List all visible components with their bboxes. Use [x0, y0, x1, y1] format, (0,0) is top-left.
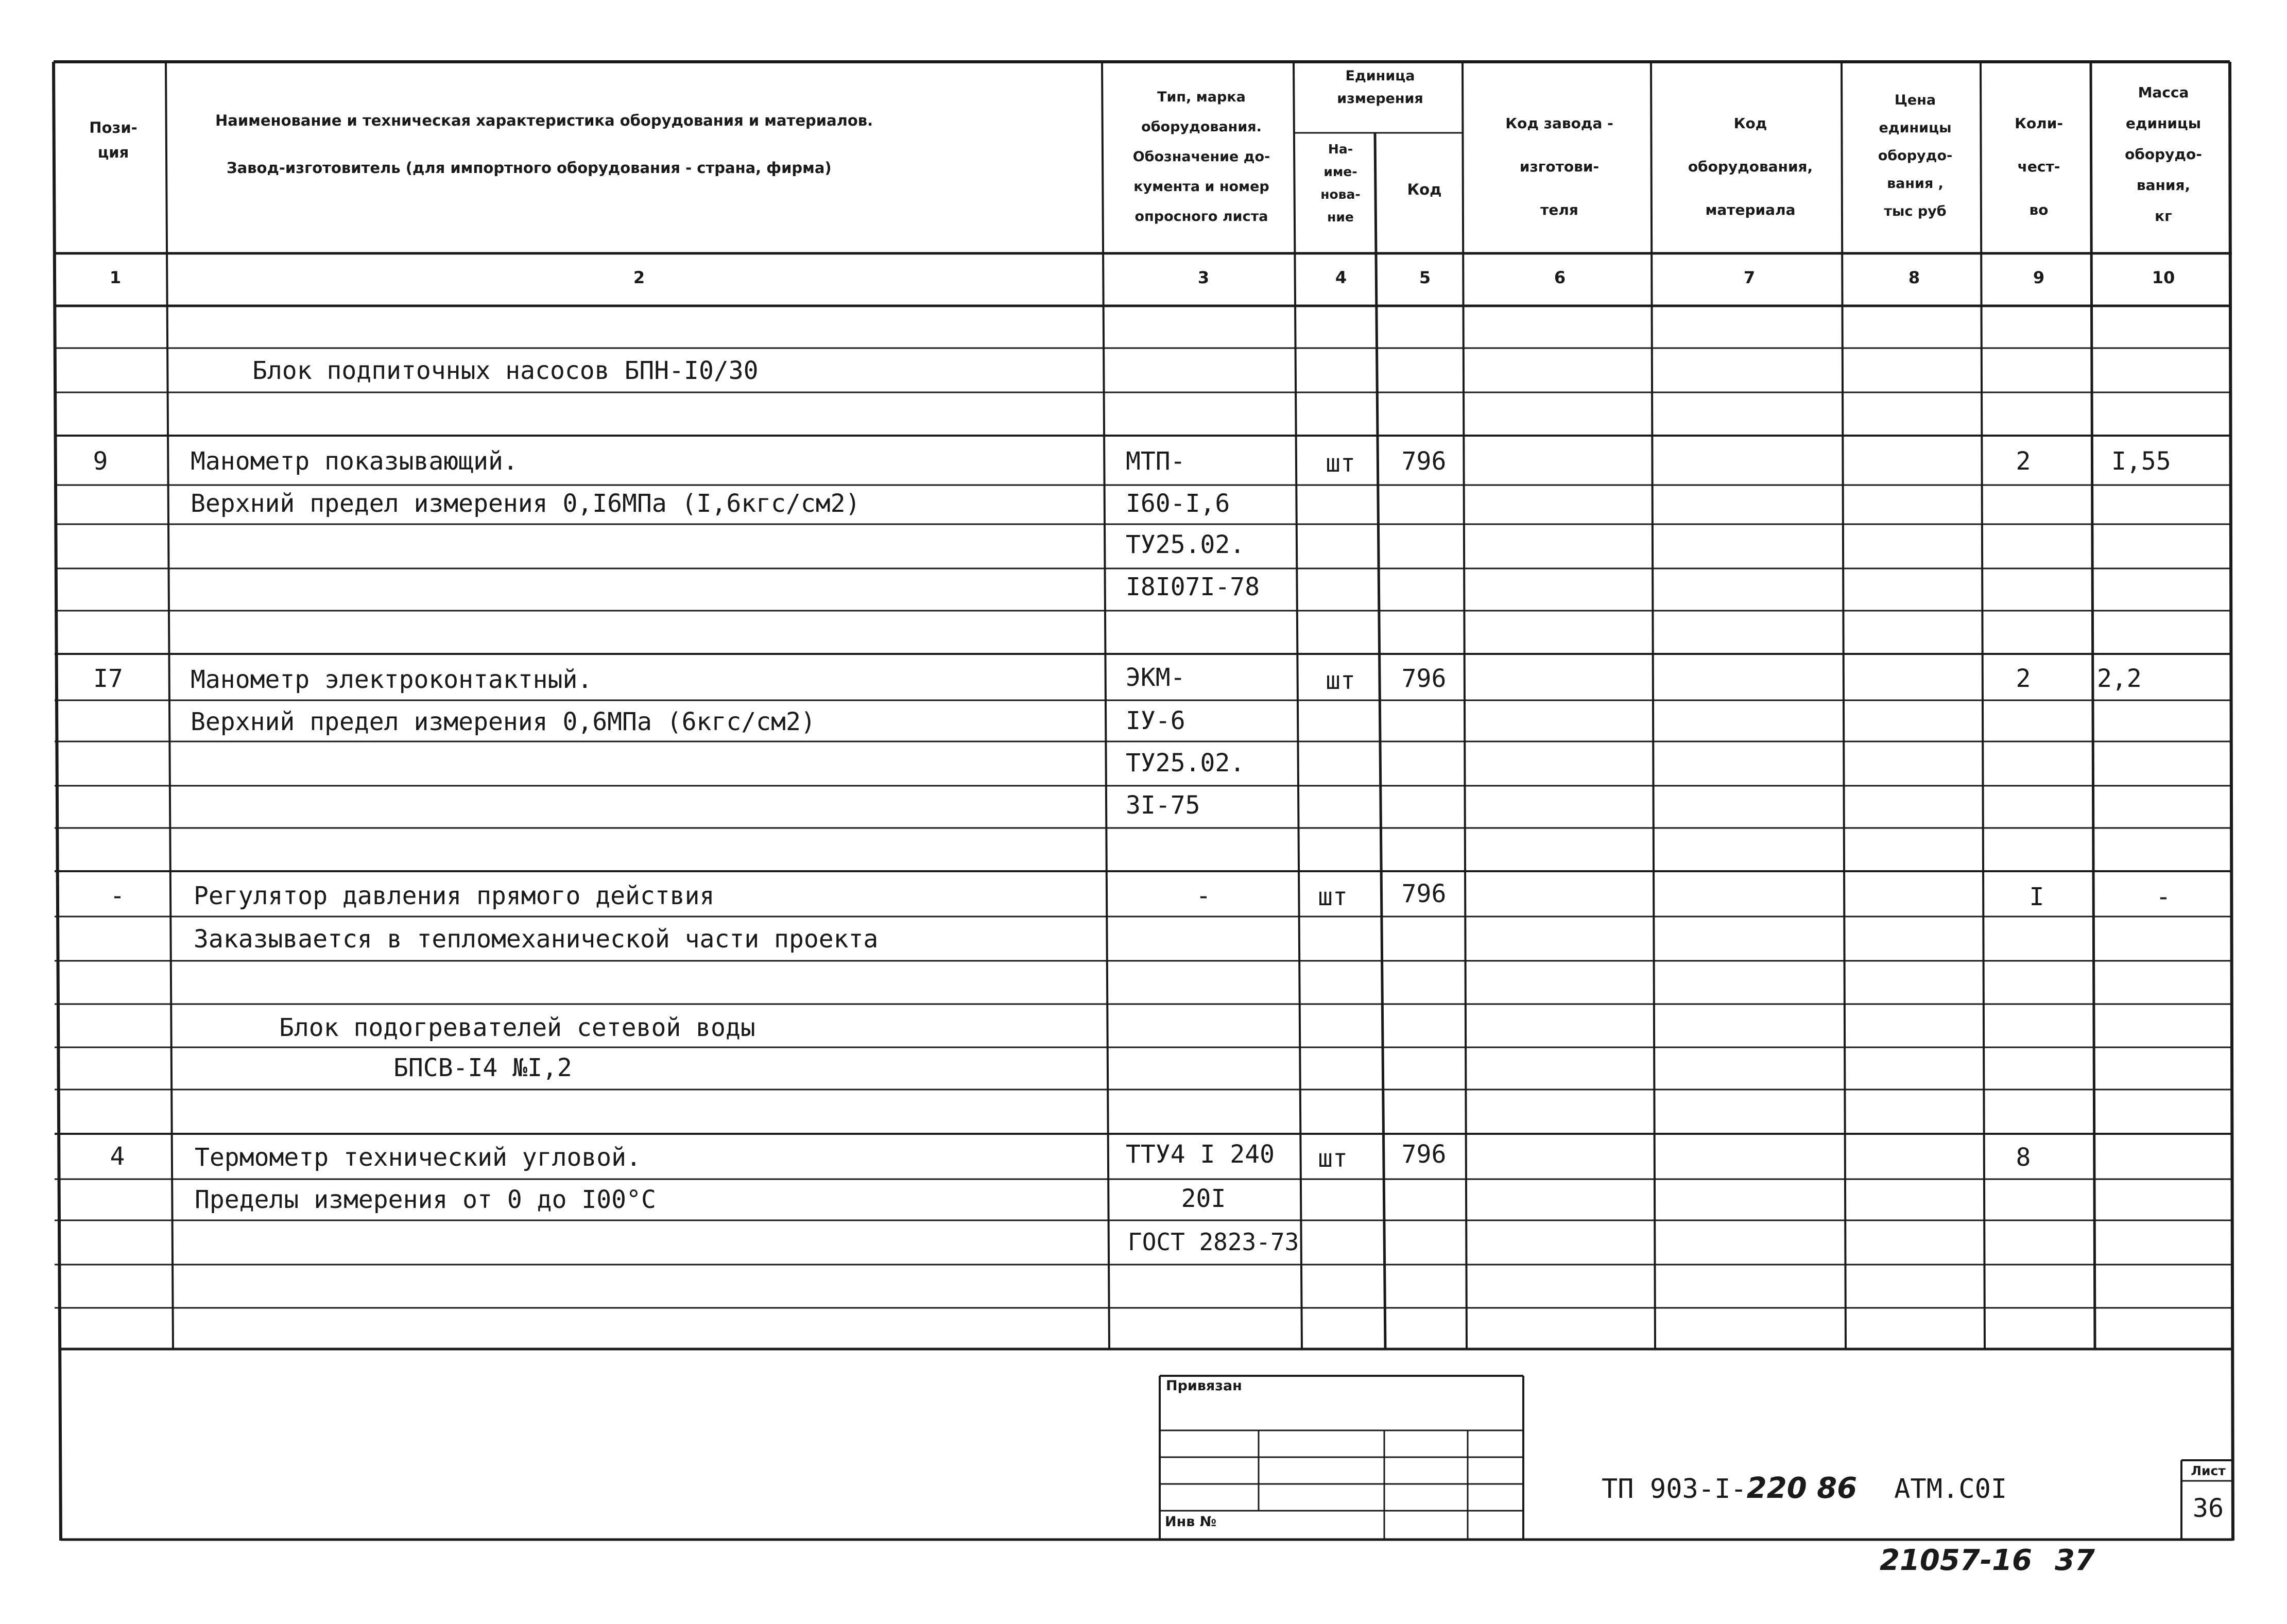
- page-number: 37: [2055, 1544, 2095, 1577]
- table-row-type: ТУ25.02.: [1126, 749, 1245, 778]
- header-type: Тип, марка оборудования. Обозначение до- кумента и номер опросного листа: [1132, 89, 1270, 224]
- table-row-type: ТУ25.02.: [1126, 530, 1245, 559]
- table-row-position: -: [110, 882, 125, 910]
- column-number: 3: [1197, 268, 1210, 287]
- document-code-prefix: ТП 903-I-: [1602, 1474, 1747, 1505]
- table-row-name: Пределы измерения от 0 до I00°С: [195, 1185, 656, 1214]
- table-row-code: 796: [1401, 447, 1447, 476]
- table-row-quantity: I: [2029, 883, 2044, 911]
- table-row-type: 20I: [1181, 1184, 1226, 1213]
- document-code-handwritten: 220 86: [1746, 1472, 1858, 1505]
- header-unit-code: Код: [1407, 181, 1442, 198]
- table-row-mass: 2,2: [2097, 664, 2142, 693]
- header-name-line1: Наименование и техническая характеристика оборудования и материалов.: [215, 112, 873, 129]
- table-row-name: Верхний предел измерения 0,6МПа (6кгс/см2): [191, 707, 816, 736]
- table-row-position: 9: [93, 447, 108, 476]
- sheet-number: 36: [2192, 1493, 2224, 1523]
- document-code-suffix: АТМ.С0I: [1894, 1474, 2007, 1505]
- table-row-code: 796: [1401, 664, 1447, 693]
- column-number: 7: [1743, 268, 1756, 287]
- table-row-name: Манометр показывающий.: [191, 447, 518, 476]
- archive-number: 21057-16: [1880, 1544, 2032, 1577]
- header-unit-name: На- име- нова- ние: [1320, 142, 1361, 224]
- sheet-label: Лист: [2191, 1463, 2226, 1478]
- header-factory-code: Код завода - изготови- теля: [1505, 115, 1613, 218]
- table-row-type: ГОСТ 2823-73: [1128, 1228, 1299, 1256]
- table-row-quantity: 2: [2016, 447, 2031, 476]
- table-row-quantity: 2: [2016, 664, 2031, 693]
- table-row-position: 4: [110, 1142, 125, 1171]
- table-row-code: 796: [1401, 1140, 1447, 1169]
- table-row-unit: шт: [1326, 449, 1355, 478]
- column-number: 6: [1554, 268, 1566, 287]
- column-number: 9: [2033, 268, 2045, 287]
- table-row-type: 3I-75: [1126, 791, 1200, 820]
- table-row-type: I60-I,6: [1126, 489, 1230, 518]
- table-row-mass: -: [2156, 883, 2171, 911]
- table-row-type: -: [1196, 882, 1211, 910]
- table-row-name: Манометр электроконтактный.: [191, 665, 593, 694]
- table-row-type: ЭКМ-: [1126, 663, 1185, 692]
- column-number: 5: [1419, 268, 1431, 287]
- table-row-name: Блок подпиточных насосов БПН-I0/30: [252, 356, 759, 385]
- table-row-name: Верхний предел измерения 0,I6МПа (I,6кгс/см2): [191, 489, 861, 518]
- table-row-name: Заказывается в тепломеханической части проекта: [194, 925, 879, 954]
- column-number: 4: [1335, 268, 1347, 287]
- table-row-name: БПСВ-I4 №I,2: [393, 1053, 572, 1082]
- column-number: 10: [2152, 268, 2175, 287]
- header-unit-group: Единица измерения: [1337, 68, 1423, 107]
- title-block-privyazan: Привязан: [1166, 1378, 1242, 1394]
- table-row-type: I8I07I-78: [1126, 573, 1260, 601]
- table-row-code: 796: [1401, 879, 1447, 908]
- table-row-unit: шт: [1318, 883, 1348, 911]
- column-number: 2: [633, 268, 645, 287]
- title-block-inventory-number: Инв №: [1165, 1514, 1217, 1530]
- table-row-position: I7: [93, 664, 123, 693]
- column-number: 1: [109, 268, 122, 287]
- column-number: 8: [1908, 268, 1920, 287]
- table-row-quantity: 8: [2016, 1143, 2031, 1172]
- table-row-name: Блок подогревателей сетевой воды: [279, 1013, 755, 1042]
- table-row-type: ТТУ4 I 240: [1126, 1140, 1275, 1169]
- table-row-type: IУ-6: [1126, 706, 1185, 735]
- table-row-name: Регулятор давления прямого действия: [194, 882, 715, 910]
- header-unit-price: Цена единицы оборудо- вания , тыс руб: [1878, 92, 1953, 219]
- table-row-unit: шт: [1326, 666, 1355, 695]
- header-equipment-code: Код оборудования, материала: [1688, 115, 1813, 218]
- table-row-unit: шт: [1318, 1144, 1348, 1173]
- header-unit-mass: Масса единицы оборудо- вания, кг: [2125, 84, 2202, 224]
- document-code: [1602, 1472, 2007, 1505]
- table-row-mass: I,55: [2111, 447, 2171, 476]
- table-row-name: Термометр технический угловой.: [195, 1143, 641, 1172]
- header-name-line2: Завод-изготовитель (для импортного оборудования - страна, фирма): [227, 159, 832, 177]
- table-row-type: МТП-: [1126, 447, 1185, 476]
- header-position: Пози- ция: [89, 119, 137, 161]
- header-quantity: Коли- чест- во: [2015, 115, 2063, 218]
